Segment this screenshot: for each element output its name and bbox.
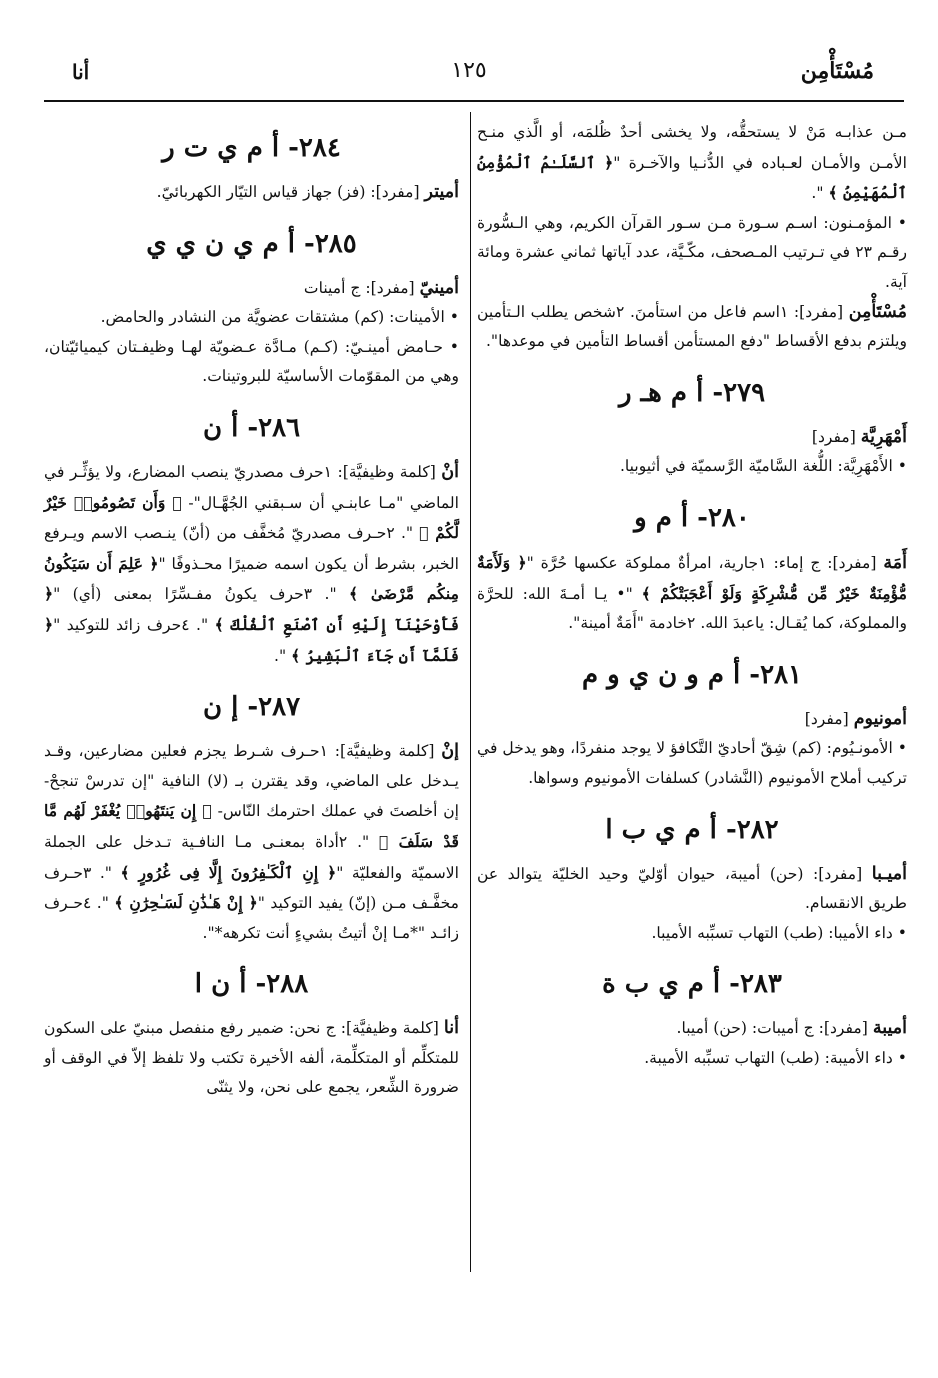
entry-in: إنْ [كلمة وظيفيَّة]: ١حـرف شـرط يجزم فعلين مضارعين، وقـد يـدخل على الماضي، وقد يقترن بـ (لا) النافية "إن تدرسْ تنجحْ- إن أخلصتَ في عملك احترمك النّاس- ﴿ إِن يَنتَهُوا۟ يُغْفَرْ لَهُم مَّا قَدْ سَلَفَ ﴾ ". ٢أداة بمعنـى مـا النافـية تـدخل على الجملة الاسميّة والفعليّة "﴿ إِنِ ٱلْكَـٰفِرُونَ إِلَّا فِى غُرُورٍ ﴾ ". ٣حـرف مخفَّـف مـن (إنّ) يفيد التوكيد "﴿ إِنْ هَـٰذَٰنِ لَسَـٰحِرَٰنِ ﴾ ". ٤حـرف زائـد "*مـا إنْ أتيتُ بشيءٍ أنت تكرهه*".: [44, 741, 460, 942]
headword: أمينيّ: [419, 277, 459, 298]
header-first-entry: مُسْتَأْمِن: [800, 58, 874, 84]
entry-amini: أمينيّ [مفرد]: ج أمينات: [303, 277, 459, 298]
quran-quote: ﴿ إِنِ ٱلْكَـٰفِرُونَ إِلَّا فِى غُرُورٍ ﴾: [120, 862, 337, 882]
column-divider: [470, 112, 471, 1272]
headword: أميتر: [424, 182, 459, 202]
entry-mustamin: مُسْتَأْمِن [مفرد]: ١اسم فاعل من استأمنَ. ٢شخص يطلب الـتأمين ويلتزم بدفع الأقساط "دفع المستأمن أقساط التأمين في موعدها".: [477, 301, 907, 351]
entry-continuation: مـن عذابـه مَنْ لا يستحقُّه، ولا يخشى أحدٌ ظُلمَه، أو الَّذي منـح الأمـن والأمـان لعـباده في الدُّنـيا والآخـرة "﴿ ٱلسَّلَـٰمُ ٱلْمُؤْمِنُ ٱلْمُهَيْمِنُ ﴾ ".: [477, 123, 907, 203]
definition-item: • داء الأميبة: (طب) التهاب تسبِّبه الأميبة.: [644, 1048, 907, 1067]
entry-ama: أَمَة [مفرد]: ج إماء: ١جارية، امرأةٌ مملوكة عكسها حُرَّة "﴿ وَلَأَمَةٌ مُّؤْمِنَةٌ خَيْرٌ مِّن مُّشْرِكَةٍ وَلَوْ أَعْجَبَتْكُمْ ﴾ "• يـا أمـةَ الله: للحرَّة والمملوكة، كما يُقـال: ياعبدَ الله. ٢خادمة "أَمَةٌ أمينة".: [477, 552, 907, 633]
headword: إنْ: [441, 741, 459, 762]
definition-item: • حـامض أمينـيّ: (كـم) مـادَّة عـضويّة لهـا وظيفـتان كيميائيّتان، وهي من المقوّمات الأساسيّة للبروتينات.: [44, 337, 459, 386]
headword: أميـبا: [871, 863, 907, 884]
header-last-entry: أنا: [72, 60, 90, 84]
root-heading: ٢٨٦- أ ن: [202, 412, 301, 443]
entry-ana: أنا [كلمة وظيفيَّة]: ج نحن: ضمير رفع منفصل مبنيّ على السكون للمتكلِّم أو المتكلِّمة، ألفه الأخيرة تكتب ولا تلفظ إلاّ في الوقف أو ضرورة الشِّعر، يجمع على نحن، ولا يثنّى: [44, 1018, 459, 1097]
definition-item: • الأَمْهَرِيَّة: اللُّغة السَّاميّة الرَّسميّة في أثيوبيا.: [619, 457, 907, 476]
definition-item: • الأمونـيُوم: (كم) شِقّ أحاديّ التَّكافؤ لا يوجد منفردًا، وهو يدخل في تركيب أملاح الأمونيوم (النَّشادر) كسلفات الأمونيوم وسواها.: [477, 739, 907, 787]
entry-amhariya: أَمْهَرِيَّة [مفرد]: [811, 426, 907, 447]
quran-quote: ﴿ إِنْ هَـٰذَٰنِ لَسَـٰحِرَٰنِ ﴾: [114, 893, 258, 913]
headword: مُسْتَأْمِن: [848, 301, 907, 322]
root-heading: ٢٨٧- إ ن: [202, 692, 301, 723]
quran-quote: ﴿ ٱلسَّلَـٰمُ ٱلْمُؤْمِنُ ٱلْمُهَيْمِنُ ﴾: [477, 152, 907, 203]
headword: أَمَة: [883, 552, 907, 573]
root-heading: ٢٨٣- أ م ي ب ة: [602, 969, 782, 1000]
entry-amiba: أميـبا [مفرد]: (حن) أميبة، حيوان أوّليّ وحيد الخليّة يتوالد عن طريق الانقسام.: [477, 863, 907, 913]
root-heading: ٢٨١- أ م و ن ي و م: [581, 659, 803, 690]
entry-ammonium: أمونيوم [مفرد]: [804, 708, 907, 729]
quran-quote: ﴿ فَأَوْحَيْنَآ إِلَيْهِ أَنِ ٱصْنَعِ ٱلْفُلْكَ ﴾: [44, 584, 459, 634]
page-header: [0, 50, 938, 90]
root-heading: ٢٨٤- أ م ي ت ر: [162, 133, 341, 163]
root-heading: ٢٨٥- أ م ي ن ي ي: [146, 228, 357, 259]
headword: أنْ: [441, 461, 459, 482]
quran-quote: ﴿ عَلِمَ أَن سَيَكُونُ مِنكُم مَّرْضَىٰ ﴾: [44, 553, 459, 604]
root-heading: ٢٨٠- أ م و: [634, 502, 750, 533]
quran-quote: ﴿ إِن يَنتَهُوا۟ يُغْفَرْ لَهُم مَّا قَدْ سَلَفَ ﴾: [44, 801, 459, 851]
headword: أميبة: [872, 1018, 907, 1039]
root-heading: ٢٧٩- أ م هـ ر: [618, 377, 766, 408]
page-number: ١٢٥: [451, 58, 487, 83]
quran-quote: ﴿ فَلَمَّآ أَن جَآءَ ٱلْبَشِيرُ ﴾: [44, 614, 459, 665]
entry-ammeter: أميتر [مفرد]: (فز) جهاز قياس التيّار الكهربائيّ.: [156, 182, 459, 202]
entry-amiba-ta: أميبة [مفرد]: ج أميبات: (حن) أميبا.: [676, 1018, 907, 1039]
entry-an: أنْ [كلمة وظيفيَّة]: ١حرف مصدريّ ينصب المضارع، ولا يؤثِّـر في الماضي "مـا عابنـي أن سـبقني الجُهَّـال"- ﴿ وَأَن تَصُومُوا۟ خَيْرٌ لَّكُمْ ﴾ ". ٢حـرف مصدريّ مُخفَّف من (أنّ) ينـصب الاسم ويـرفع الخبر، بشرط أن يكون اسمه ضميرًا محـذوفًا "﴿ عَلِمَ أَن سَيَكُونُ مِنكُم مَّرْضَىٰ ﴾ ". ٣حرف يكونُ مفـسِّرًا بمعنى (أي) "﴿ فَأَوْحَيْنَآ إِلَيْهِ أَنِ ٱصْنَعِ ٱلْفُلْكَ ﴾ ". ٤حرف زائد للتوكيد "﴿ فَلَمَّآ أَن جَآءَ ٱلْبَشِيرُ ﴾ ".: [44, 461, 459, 665]
headword: أمونيوم: [853, 708, 907, 729]
root-heading: ٢٨٢- أ م ي ب ا: [605, 814, 779, 845]
root-heading: ٢٨٨- أ ن ا: [194, 969, 309, 1000]
quran-quote: ﴿ وَلَأَمَةٌ مُّؤْمِنَةٌ خَيْرٌ مِّن مُّشْرِكَةٍ وَلَوْ أَعْجَبَتْكُمْ ﴾: [477, 552, 907, 603]
left-column: [44, 118, 459, 1103]
definition-item: • المؤمـنون: اسـم سـورة مـن سـور القرآن الكريم، وهي الـسُّورة رقـم ٢٣ في تـرتيب المـصحف، مكّـيَّة، عدد آياتها ثماني عشرة ومائة آية.: [477, 213, 908, 291]
quran-quote: ﴿ وَأَن تَصُومُوا۟ خَيْرٌ لَّكُمْ ﴾: [44, 492, 459, 543]
definition-item: • الأمينات: (كم) مشتقات عضويَّة من النشادر والحامض.: [100, 308, 459, 327]
headword: أنا: [443, 1018, 459, 1039]
header-rule: [44, 100, 904, 102]
headword: أَمْهَرِيَّة: [860, 426, 907, 447]
definition-item: • داء الأميبا: (طب) التهاب تسبِّبه الأميبا.: [651, 923, 907, 942]
right-column: [477, 118, 907, 1073]
